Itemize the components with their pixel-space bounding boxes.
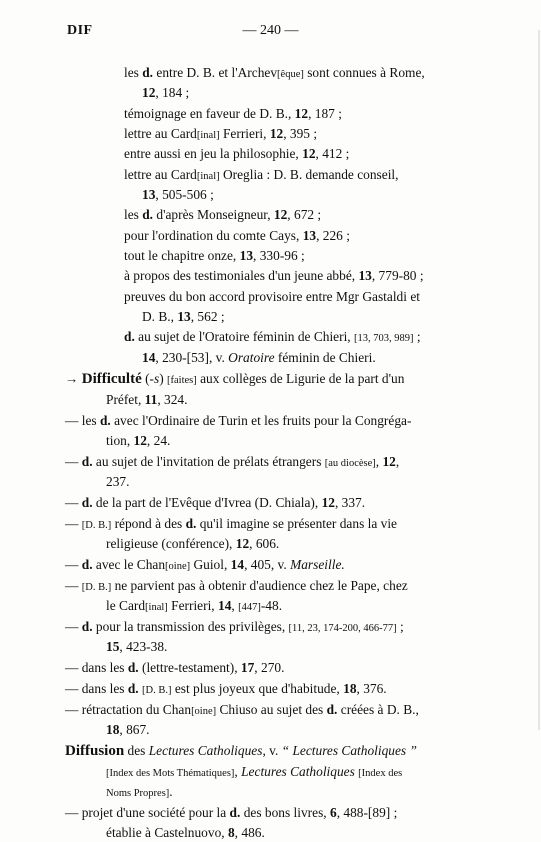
index-entry-difficulte: → Difficulté (-s) [faites] aux collèges de Ligurie de la part d'un	[65, 371, 405, 387]
index-line: — d. de la part de l'Evêque d'Ivrea (D. Chiala), 12, 337.	[65, 495, 366, 510]
index-line: religieuse (conférence), 12, 606.	[106, 536, 280, 551]
index-line: — dans les d. [D. B.] est plus joyeux que d'habitude, 18, 376.	[65, 681, 387, 696]
index-line: D. B., 13, 562 ;	[142, 309, 225, 324]
index-line: 13, 505-506 ;	[142, 187, 214, 202]
index-line: preuves du bon accord provisoire entre Mgr Gastaldi et	[124, 289, 420, 304]
page-number: — 240 —	[242, 23, 299, 38]
index-line: 14, 230-[53], v. Oratoire féminin de Chieri.	[142, 350, 376, 365]
index-line: — d. avec le Chan[oine] Guiol, 14, 405, v. Marseille.	[65, 557, 345, 572]
page-header	[0, 20, 541, 42]
index-line: Préfet, 11, 324.	[106, 392, 188, 407]
page-edge-shadow	[538, 30, 540, 730]
index-line: — [D. B.] ne parvient pas à obtenir d'audience chez le Pape, chez	[65, 578, 408, 593]
index-line: témoignage en faveur de D. B., 12, 187 ;	[124, 106, 342, 121]
index-line: 12, 184 ;	[142, 85, 190, 100]
index-line: — les d. avec l'Ordinaire de Turin et les fruits pour la Congréga-	[65, 413, 412, 428]
index-line: les d. entre D. B. et l'Archev[êque] sont connues à Rome,	[124, 65, 425, 80]
index-entry-diffusion: Diffusion des Lectures Catholiques, v. “ Lectures Catholiques ”	[65, 743, 417, 759]
index-line: — d. pour la transmission des privilèges, [11, 23, 174-200, 466-77] ;	[65, 619, 404, 634]
index-line: — projet d'une société pour la d. des bons livres, 6, 488-[89] ;	[65, 805, 398, 820]
index-line: — d. au sujet de l'invitation de prélats étrangers [au diocèse], 12,	[65, 454, 400, 469]
index-line: lettre au Card[inal] Oreglia : D. B. demande conseil,	[124, 167, 399, 182]
running-head: DIF	[67, 23, 93, 38]
index-line: le Card[inal] Ferrieri, 14, [447]-48.	[106, 598, 283, 613]
index-line: — rétractation du Chan[oine] Chiuso au sujet des d. créées à D. B.,	[65, 702, 419, 717]
index-line: — dans les d. (lettre-testament), 17, 270.	[65, 660, 285, 675]
index-line: tout le chapitre onze, 13, 330-96 ;	[124, 248, 305, 263]
index-line: lettre au Card[inal] Ferrieri, 12, 395 ;	[124, 126, 318, 141]
index-line: à propos des testimoniales d'un jeune abbé, 13, 779-80 ;	[124, 268, 424, 283]
index-line: — [D. B.] répond à des d. qu'il imagine se présenter dans la vie	[65, 516, 397, 531]
index-line: [Index des Mots Thématiques], Lectures Catholiques [Index des	[106, 764, 403, 779]
index-line: établie à Castelnuovo, 8, 486.	[106, 825, 265, 840]
index-line: tion, 12, 24.	[106, 433, 171, 448]
index-line: 18, 867.	[106, 722, 150, 737]
index-line: entre aussi en jeu la philosophie, 12, 412 ;	[124, 146, 350, 161]
index-line: d. au sujet de l'Oratoire féminin de Chieri, [13, 703, 989] ;	[124, 329, 421, 344]
index-line: Noms Propres].	[106, 784, 173, 799]
index-line: 15, 423-38.	[106, 639, 168, 654]
index-line: les d. d'après Monseigneur, 12, 672 ;	[124, 207, 322, 222]
index-line: pour l'ordination du comte Cays, 13, 226 ;	[124, 228, 350, 243]
index-line: 237.	[106, 474, 130, 489]
